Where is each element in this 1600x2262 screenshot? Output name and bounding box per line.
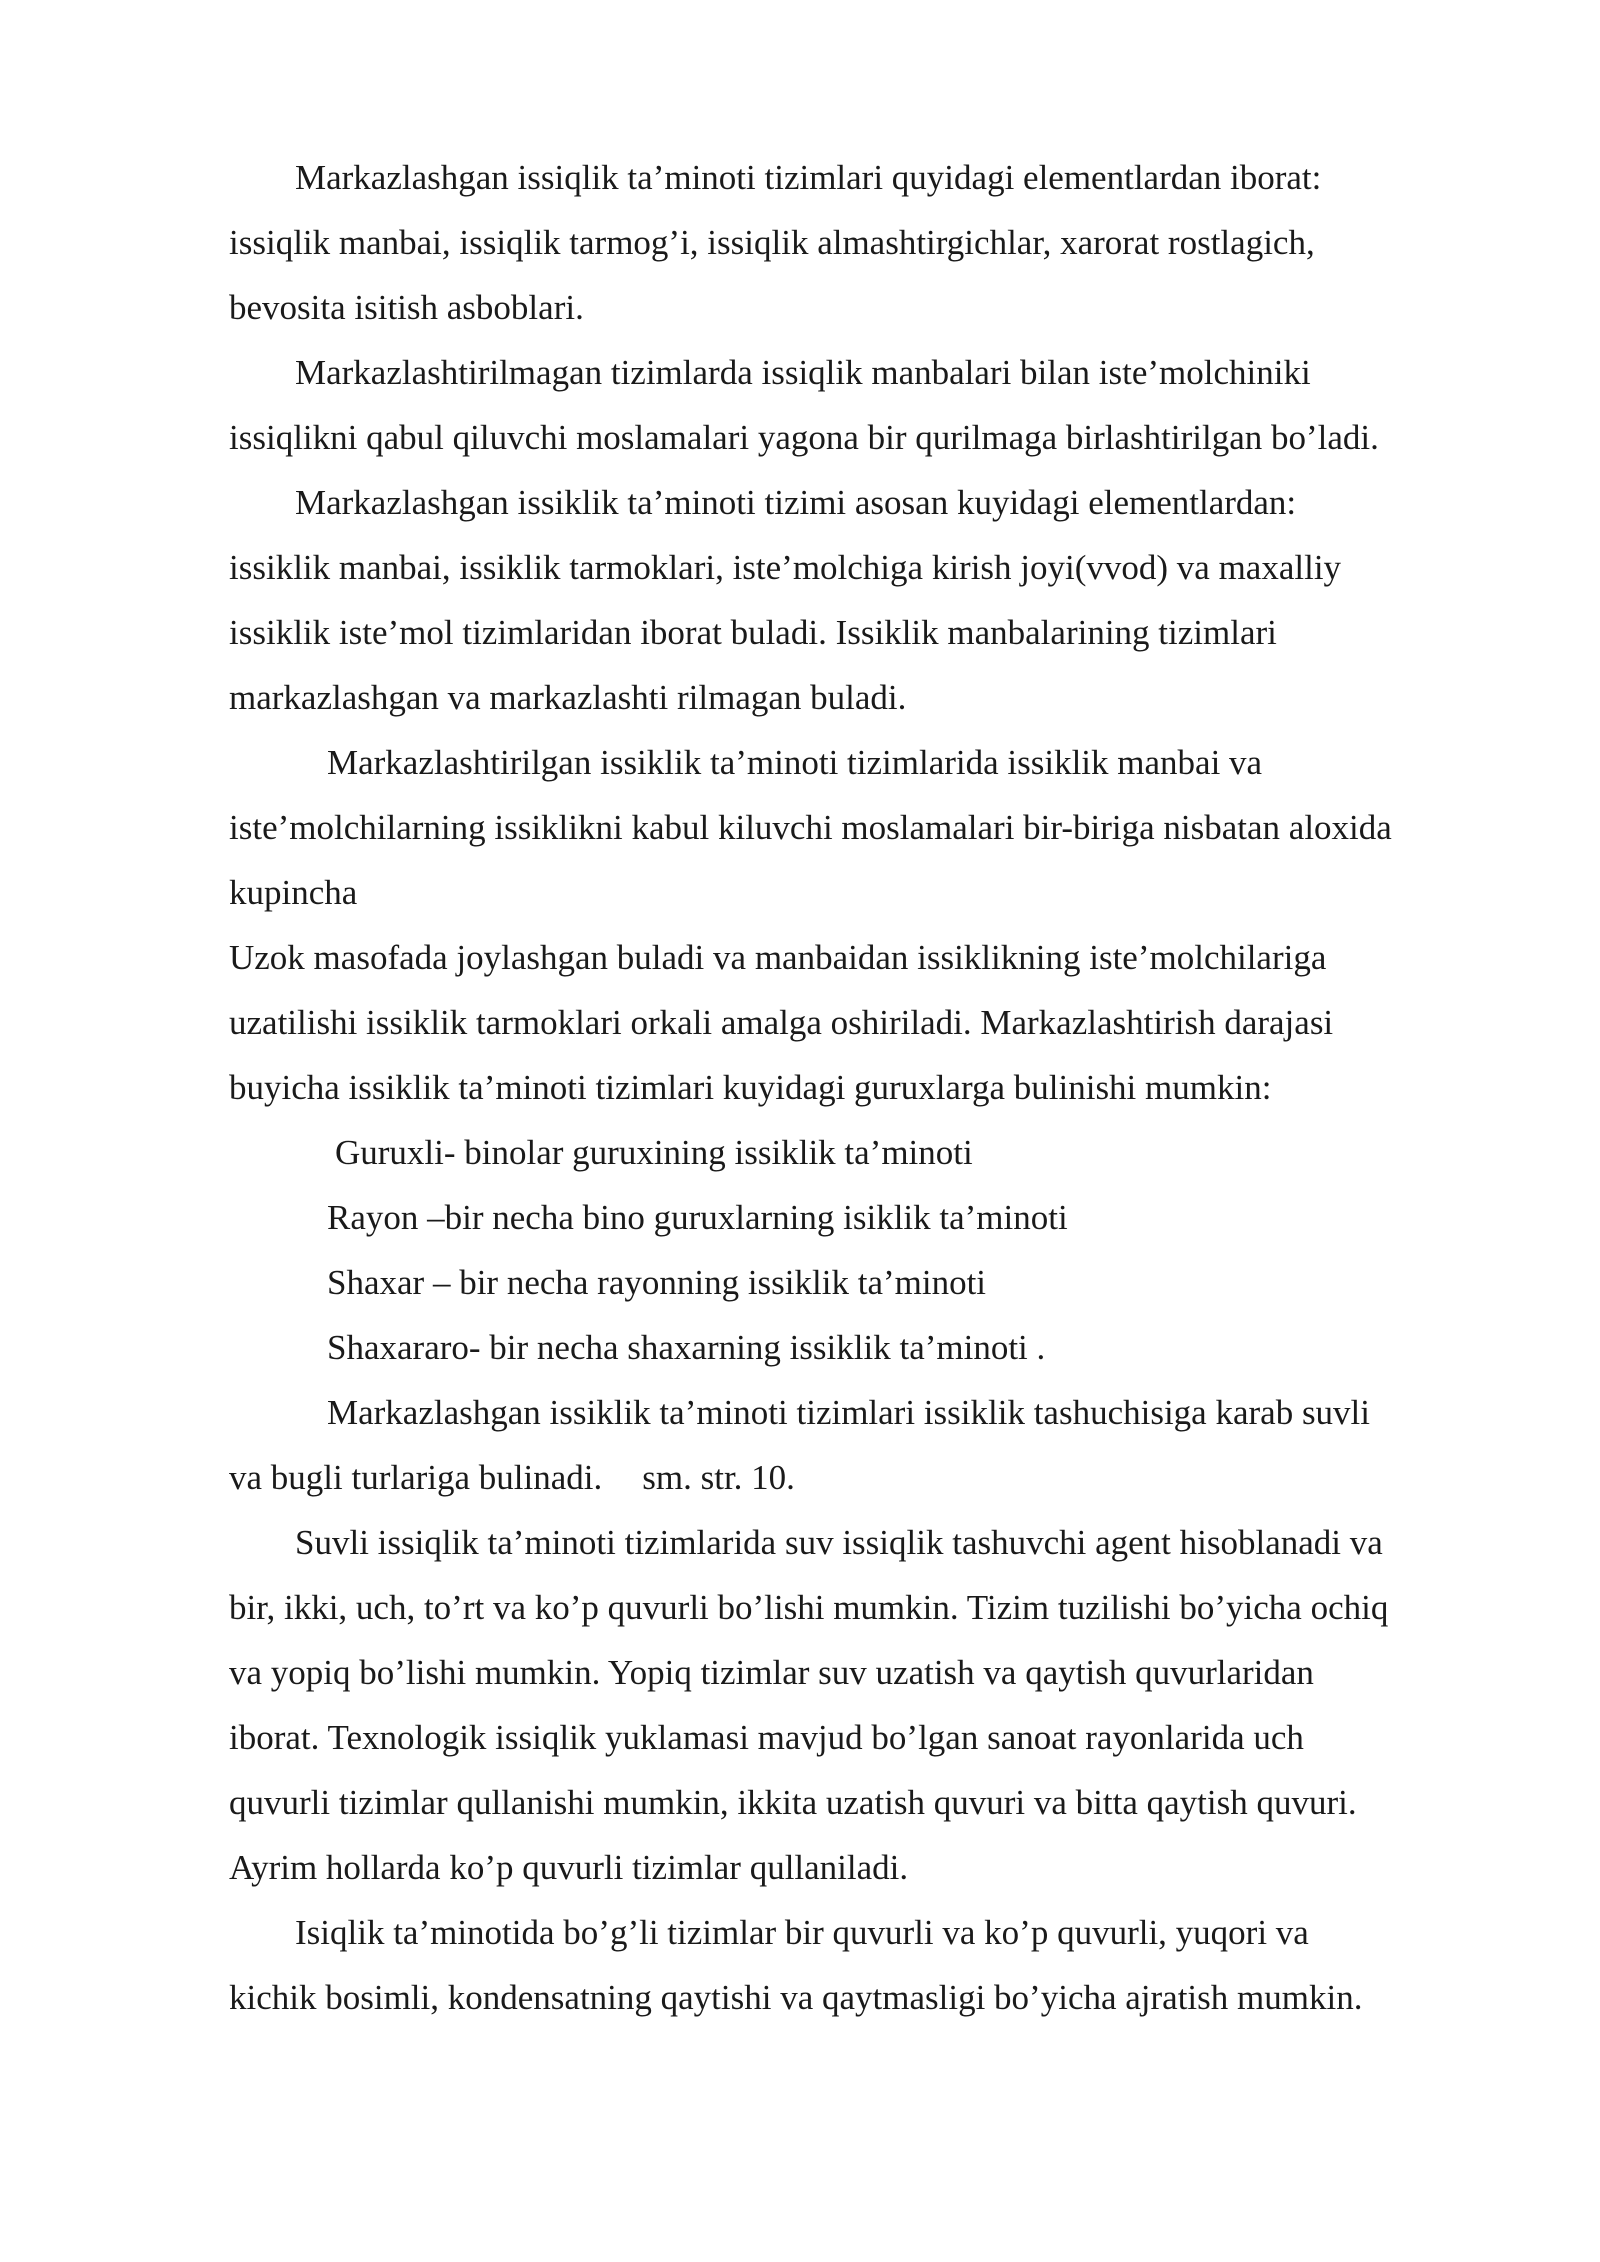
text-line: markazlashgan va markazlashti rilmagan buladi. xyxy=(229,678,907,717)
text-line: Isiqlik ta’minotida bo’g’li tizimlar bir quvurli va ko’p quvurli, yuqori va xyxy=(295,1913,1309,1952)
text-line: bir, ikki, uch, to’rt va ko’p quvurli bo’lishi mumkin. Tizim tuzilishi bo’yicha ochiq xyxy=(229,1588,1389,1627)
reference-note: sm. str. 10. xyxy=(642,1458,795,1497)
text-line: Markazlashgan issiqlik ta’minoti tizimlari quyidagi elementlardan iborat: xyxy=(295,158,1322,197)
text-line: kichik bosimli, kondensatning qaytishi va qaytmasligi bo’yicha ajratish mumkin. xyxy=(229,1978,1363,2017)
text-line: Markazlashtirilgan issiklik ta’minoti tizimlarida issiklik manbai va xyxy=(327,743,1263,782)
text-line: issiqlikni qabul qiluvchi moslamalari yagona bir qurilmaga birlashtirilgan bo’ladi. xyxy=(229,418,1379,457)
text-line: issiklik manbai, issiklik tarmoklari, iste’molchiga kirish joyi(vvod) va maxalliy xyxy=(229,548,1342,587)
text-line: iborat. Texnologik issiqlik yuklamasi mavjud bo’lgan sanoat rayonlarida uch xyxy=(229,1718,1304,1757)
text-line: kupincha xyxy=(229,873,358,912)
text-line: quvurli tizimlar qullanishi mumkin, ikkita uzatish quvuri va bitta qaytish quvuri. xyxy=(229,1783,1357,1822)
text-line xyxy=(229,1445,1488,1510)
text-line: Uzok masofada joylashgan buladi va manbaidan issiklikning iste’molchilariga xyxy=(229,938,1327,977)
text-line: Suvli issiqlik ta’minoti tizimlarida suv issiqlik tashuvchi agent hisoblanadi va xyxy=(295,1523,1383,1562)
text-line: bevosita isitish asboblari. xyxy=(229,288,584,327)
list-item: Guruxli- binolar guruxining issiklik ta’minoti xyxy=(335,1133,973,1172)
list-item: Shaxararo- bir necha shaxarning issiklik ta’minoti . xyxy=(327,1328,1046,1367)
text-segment: va bugli turlariga bulinadi. xyxy=(229,1458,603,1497)
text-line: issiklik iste’mol tizimlaridan iborat buladi. Issiklik manbalarining tizimlari xyxy=(229,613,1277,652)
list-item: Rayon –bir necha bino guruxlarning isiklik ta’minoti xyxy=(327,1198,1068,1237)
text-line: uzatilishi issiklik tarmoklari orkali amalga oshiriladi. Markazlashtirish darajasi xyxy=(229,1003,1334,1042)
text-line: Markazlashtirilmagan tizimlarda issiqlik manbalari bilan iste’molchiniki xyxy=(295,353,1311,392)
text-line: Ayrim hollarda ko’p quvurli tizimlar qullaniladi. xyxy=(229,1848,909,1887)
text-line: buyicha issiklik ta’minoti tizimlari kuyidagi guruxlarga bulinishi mumkin: xyxy=(229,1068,1272,1107)
text-line: issiqlik manbai, issiqlik tarmog’i, issiqlik almashtirgichlar, xarorat rostlagich, xyxy=(229,223,1315,262)
text-line: va yopiq bo’lishi mumkin. Yopiq tizimlar suv uzatish va qaytish quvurlaridan xyxy=(229,1653,1314,1692)
text-line: Markazlashgan issiklik ta’minoti tizimi asosan kuyidagi elementlardan: xyxy=(295,483,1297,522)
list-item: Shaxar – bir necha rayonning issiklik ta’minoti xyxy=(327,1263,987,1302)
text-line: iste’molchilarning issiklikni kabul kiluvchi moslamalari bir-biriga nisbatan aloxida xyxy=(229,808,1392,847)
text-line: Markazlashgan issiklik ta’minoti tizimlari issiklik tashuchisiga karab suvli xyxy=(327,1393,1371,1432)
